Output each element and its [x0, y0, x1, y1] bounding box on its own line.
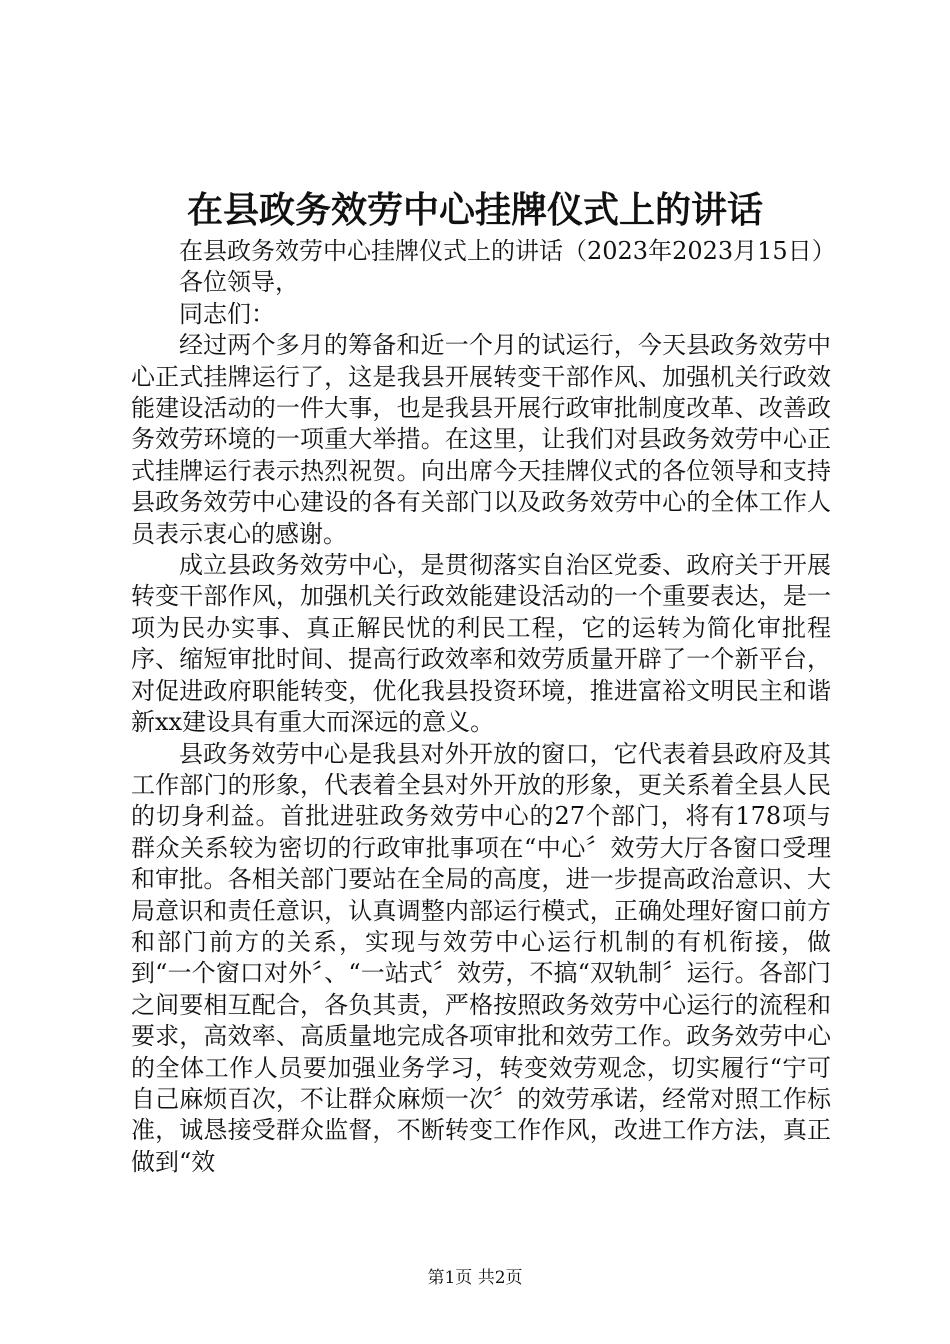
paragraph-opening: 经过两个多月的筹备和近一个月的试运行，今天县政务效劳中心正式挂牌运行了，这是我县开展转变干部作风、加强机关行政效能建设活动的一件大事，也是我县开展行政审批制度改革、改善政务效劳环境的一项重大举措。在这里，让我们对县政务效劳中心正式挂牌运行表示热烈祝贺。向出席今天挂牌仪式的各位领导和支持县政务效劳中心建设的各有关部门以及政务效劳中心的全体工作人员表示衷心的感谢。 [131, 331, 831, 548]
paragraph-heading-line: 在县政务效劳中心挂牌仪式上的讲话（2023年2023月15日） [179, 237, 836, 265]
document-title: 在县政务效劳中心挂牌仪式上的讲话 [186, 189, 763, 231]
paragraph-salutation-leaders: 各位领导， [179, 268, 299, 297]
paragraph-requirements: 县政务效劳中心是我县对外开放的窗口，它代表着县政府及其工作部门的形象，代表着全县对外开放的形象，更关系着全县人民的切身利益。首批进驻政务效劳中心的27个部门，将有178项与群众关系较为密切的行政审批事项在“中心〞效劳大厅各窗口受理和审批。各相关部门要站在全局的高度，进一步提高政治意识、大局意识和责任意识，认真调整内部运行模式，正确处理好窗口前方和部门前方的关系，实现与效劳中心运行机制的有机衔接，做到“一个窗口对外〞、“一站式〞效劳，不搞“双轨制〞运行。各部门之间要相互配合，各负其责，严格按照政务效劳中心运行的流程和要求，高效率、高质量地完成各项审批和效劳工作。政务效劳中心的全体工作人员要加强业务学习，转变效劳观念，切实履行“宁可自己麻烦百次，不让群众麻烦一次〞的效劳承诺，经常对照工作标准，诚恳接受群众监督，不断转变工作作风，改进工作方法，真正做到“效 [131, 739, 831, 1176]
document-body [131, 236, 836, 1178]
paragraph-significance: 成立县政务效劳中心，是贯彻落实自治区党委、政府关于开展转变干部作风，加强机关行政效能建设活动的一个重要表达，是一项为民办实事、真正解民忧的利民工程，它的运转为简化审批程序、缩短审批时间、提高行政效率和效劳质量开辟了一个新平台，对促进政府职能转变，优化我县投资环境，推进富裕文明民主和谐新xx建设具有重大而深远的意义。 [131, 551, 831, 737]
paragraph-salutation-comrades: 同志们： [179, 299, 275, 328]
page-footer: 第1页 共2页 [427, 1268, 523, 1288]
